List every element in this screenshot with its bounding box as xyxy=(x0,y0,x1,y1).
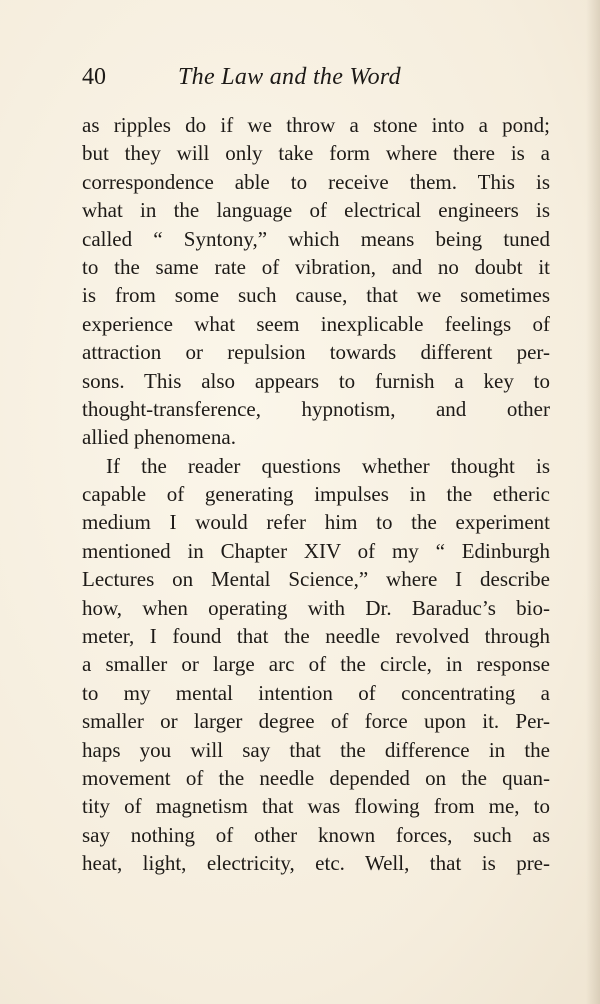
paragraph-start-line: If the reader questions whether thought is xyxy=(106,453,550,478)
text-line: capable of generating impulses in the etheric xyxy=(82,482,550,507)
text-line: mentioned in Chapter XIV of my “ Edinburgh xyxy=(82,538,550,563)
text-line: called “ Syntony,” which means being tuned xyxy=(82,226,550,251)
text-line: a smaller or large arc of the circle, in response xyxy=(82,652,550,677)
text-line: to my mental intention of concentrating a xyxy=(82,680,550,705)
text-line: is from some such cause, that we sometimes xyxy=(82,283,550,308)
text-line: say nothing of other known forces, such as xyxy=(82,822,550,847)
page-edge-shadow xyxy=(586,0,600,1004)
text-line: movement of the needle depended on the quan- xyxy=(82,765,550,790)
text-line: tity of magnetism that was flowing from me, to xyxy=(82,794,550,819)
running-head xyxy=(82,62,552,92)
text-line: but they will only take form where there is a xyxy=(82,141,550,166)
text-line: correspondence able to receive them. This is xyxy=(82,169,550,194)
text-line: thought-transference, hypnotism, and other xyxy=(82,396,550,421)
body-text xyxy=(82,111,550,878)
text-line: heat, light, electricity, etc. Well, that is pre- xyxy=(82,851,550,876)
text-line: what in the language of electrical engineers is xyxy=(82,198,550,223)
running-title: The Law and the Word xyxy=(178,64,401,90)
text-line: medium I would refer him to the experiment xyxy=(82,510,550,535)
text-line: experience what seem inexplicable feelings of xyxy=(82,311,550,336)
text-line: smaller or larger degree of force upon it. Per- xyxy=(82,709,550,734)
text-line: meter, I found that the needle revolved through xyxy=(82,624,550,649)
text-line: as ripples do if we throw a stone into a pond; xyxy=(82,113,550,137)
text-line: how, when operating with Dr. Baraduc’s bio- xyxy=(82,595,550,620)
text-line: Lectures on Mental Science,” where I describe xyxy=(82,567,550,592)
text-line: to the same rate of vibration, and no doubt it xyxy=(82,254,550,279)
text-line: sons. This also appears to furnish a key to xyxy=(82,368,550,393)
text-line: attraction or repulsion towards different per- xyxy=(82,340,550,365)
page-number: 40 xyxy=(82,64,106,90)
text-line: haps you will say that the difference in the xyxy=(82,737,550,762)
paragraph-end-line: allied phenomena. xyxy=(82,425,236,450)
